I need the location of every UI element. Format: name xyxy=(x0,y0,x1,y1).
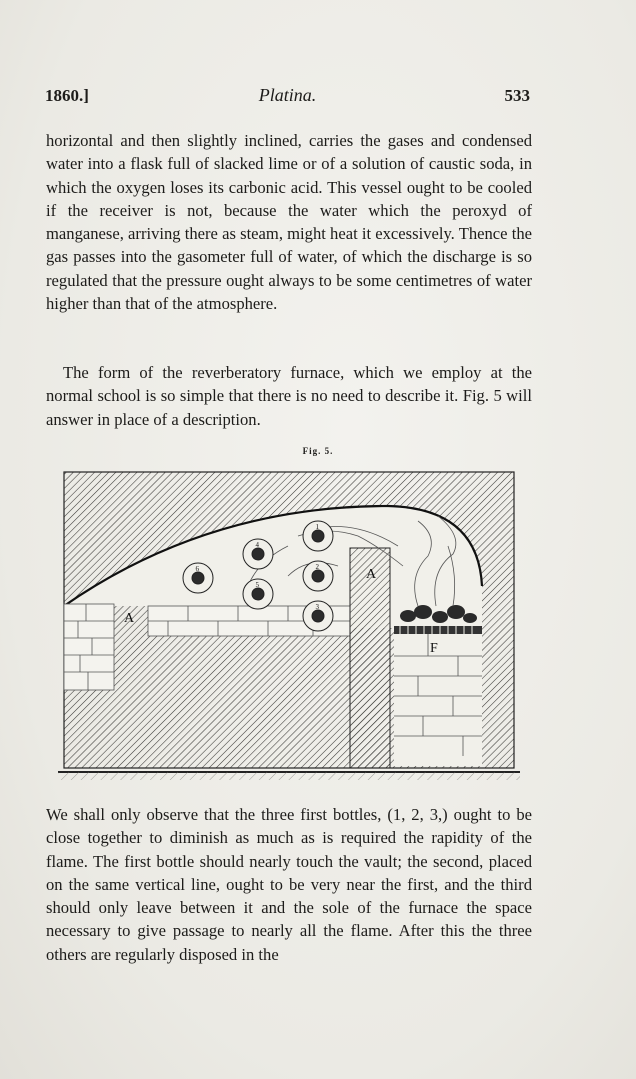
fire-grate xyxy=(394,626,482,634)
bottle-number: 6 xyxy=(195,565,199,573)
running-header xyxy=(45,86,530,110)
bottle-number: 5 xyxy=(255,581,259,589)
bottle-number: 3 xyxy=(315,603,319,611)
header-title: Platina. xyxy=(258,85,317,105)
label-f: F xyxy=(430,641,438,656)
label-a-left: A xyxy=(124,611,135,626)
paragraph-3-block xyxy=(46,803,532,966)
paragraph-1-block xyxy=(46,129,532,315)
left-hearth-bricks xyxy=(64,604,114,690)
header-year: 1860.] xyxy=(45,86,89,105)
bottle-number: 2 xyxy=(315,563,319,571)
furnace-figure xyxy=(58,466,520,792)
paragraph-1: horizontal and then slightly inclined, carries the gases and condensed water into a flask full of slacked lime or of a solution of caustic soda, in which the oxygen loses its carbonic acid. This vessel ought to be cooled if the receiver is not, because the water which the peroxyd of manganese, arriving there as steam, might heat it excessively. Thence the gas passes into the gasometer full of water, of which the discharge is so regulated that the pressure ought always to be some centimetres of water higher than that of the atmosphere. xyxy=(46,131,532,313)
paragraph-3: We shall only observe that the three first bottles, (1, 2, 3,) ought to be close together to diminish as much as is required the rapidity of the flame. The first bottle should nearly touch the vault; the second, placed on the same vertical line, ought to be very near the first, and the third should only leave between it and the sole of the furnace the space necessary to give passage to nearly all the flame. After this the three others are regularly disposed in the xyxy=(46,805,532,964)
ground-shading xyxy=(58,772,520,780)
paragraph-2-block xyxy=(46,361,532,431)
bottle-number: 4 xyxy=(255,541,259,549)
page-number: 533 xyxy=(504,86,530,105)
paragraph-2: The form of the reverberatory furnace, which we employ at the normal school is so simple that there is no need to describe it. Fig. 5 will answer in place of a description. xyxy=(46,363,532,429)
bottle-number: 1 xyxy=(315,523,319,531)
label-a-right: A xyxy=(366,567,377,582)
figure-caption: Fig. 5. xyxy=(302,446,334,456)
